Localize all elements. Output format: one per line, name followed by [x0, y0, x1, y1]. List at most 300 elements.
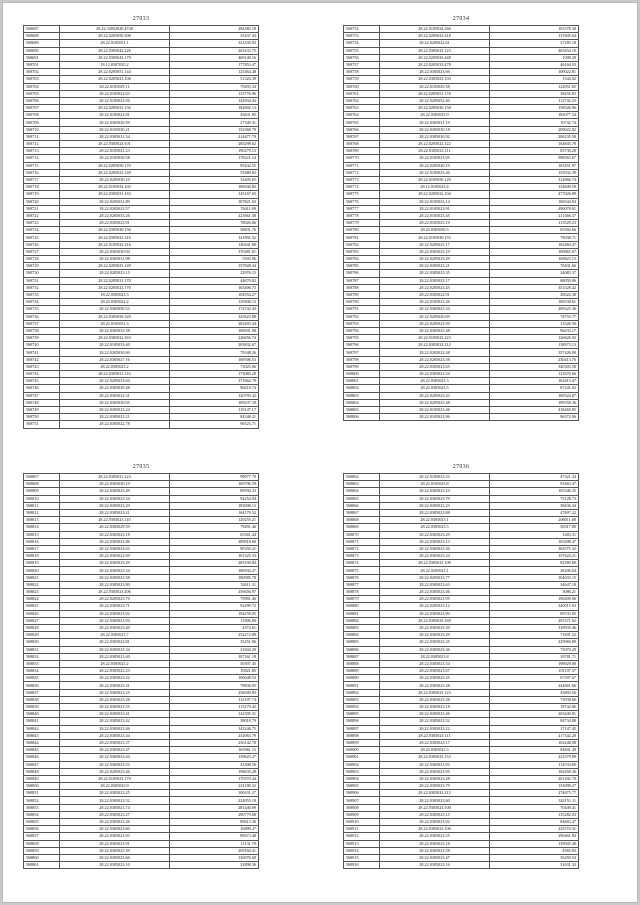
table-row [24, 234, 259, 241]
record-id-cell: 568778 [344, 212, 380, 219]
code-cell: 28.22.0305023.49 [59, 488, 170, 495]
record-id-cell: 568814 [24, 524, 60, 531]
record-id-cell: 568800 [344, 371, 380, 378]
table-row [344, 768, 579, 775]
amount-cell: 138973.13 [490, 342, 579, 349]
record-id-cell: 568720 [24, 198, 60, 205]
record-id-cell: 568860 [24, 854, 60, 861]
amount-cell: 103346.35 [490, 488, 579, 495]
code-cell: 28.22.0305023.8 [379, 653, 490, 660]
record-id-cell: 568798 [344, 356, 380, 363]
table-row [344, 320, 579, 327]
code-cell: 28.22.0105051.1 [59, 40, 170, 47]
amount-cell: 104954.27 [170, 291, 259, 298]
amount-cell: 370481.01 [170, 248, 259, 255]
amount-cell: 10821.85 [170, 668, 259, 675]
amount-cell: 222579.89 [490, 754, 579, 761]
amount-cell: 51324.39 [170, 76, 259, 83]
code-cell: 28.22.0205023.1 [379, 567, 490, 574]
amount-cell: 100796.59 [170, 481, 259, 488]
table-row [344, 349, 579, 356]
code-cell: 28.22.0205020.69 [379, 313, 490, 320]
amount-cell: 69743.85 [490, 610, 579, 617]
table-row [24, 61, 259, 68]
table-row [344, 833, 579, 840]
record-id-cell: 568690 [24, 47, 60, 54]
amount-cell: 93463.47 [490, 481, 579, 488]
table-row [344, 406, 579, 413]
table-row [24, 363, 259, 370]
code-cell: 28.22.0305030.92 [379, 133, 490, 140]
record-id-cell: 568756 [344, 54, 380, 61]
amount-cell: 169823.13 [490, 256, 579, 263]
table-row [24, 653, 259, 660]
record-id-cell: 568740 [24, 342, 60, 349]
record-id-cell: 568811 [24, 502, 60, 509]
amount-cell: 139623.27 [170, 754, 259, 761]
code-cell: 28.22.0305023.16 [379, 862, 490, 869]
code-cell: 28.22.0305020.156 [59, 227, 170, 234]
table-row [24, 553, 259, 560]
amount-cell: 4374.61 [170, 624, 259, 631]
table-row [344, 589, 579, 596]
table-row [344, 689, 579, 696]
amount-cell: 45631.85 [170, 112, 259, 119]
table-row [344, 682, 579, 689]
amount-cell: 136076.68 [170, 854, 259, 861]
table-row [344, 126, 579, 133]
amount-cell: 70449.41 [490, 804, 579, 811]
table-row [344, 639, 579, 646]
record-id-cell: 568803 [344, 392, 380, 399]
table-row [24, 811, 259, 818]
table-row [24, 833, 259, 840]
code-cell: 28.22.0305023.101 [59, 141, 170, 148]
amount-cell: 27349.31 [170, 119, 259, 126]
code-cell: 28.22.0305023.36 [59, 819, 170, 826]
code-cell: 28.22.0305031.98 [59, 256, 170, 263]
record-id-cell: 568877 [344, 581, 380, 588]
record-id-cell: 568738 [24, 327, 60, 334]
record-id-cell: 568834 [24, 668, 60, 675]
table-row [24, 112, 259, 119]
table-row [344, 414, 579, 421]
amount-cell: 135282.03 [490, 811, 579, 818]
amount-cell: 351528.42 [490, 284, 579, 291]
code-cell: 28.22.0305023.37 [59, 739, 170, 746]
amount-cell: 47697.22 [490, 509, 579, 516]
table-row [344, 69, 579, 76]
record-id-cell: 568793 [344, 320, 380, 327]
table-row [344, 739, 579, 746]
table-row [24, 385, 259, 392]
amount-cell: 126626.92 [490, 335, 579, 342]
record-id-cell: 568704 [24, 83, 60, 90]
table-row [344, 790, 579, 797]
table-row [24, 502, 259, 509]
table-row [24, 711, 259, 718]
code-cell: 28.22.0305050.3 [379, 227, 490, 234]
record-id-cell: 568761 [344, 90, 380, 97]
amount-cell: 363575.32 [490, 545, 579, 552]
code-cell: 28.22.0305023.44 [59, 732, 170, 739]
code-cell: 28.22.0205023.50 [379, 320, 490, 327]
code-cell: 28.22.0305023.34 [379, 306, 490, 313]
amount-cell: 45803.56 [490, 689, 579, 696]
record-id-cell: 568771 [344, 162, 380, 169]
code-cell: 28.22.0305023.24 [59, 406, 170, 413]
code-cell: 28.22.0305023.10 [379, 488, 490, 495]
code-cell: 28.22.0105022.63 [59, 90, 170, 97]
table-row [24, 327, 259, 334]
code-cell: 28.22.0205030.158 [379, 105, 490, 112]
record-id-cell: 568806 [344, 414, 380, 421]
code-cell: 28.22.0205051.178 [379, 90, 490, 97]
code-cell: 28.22.0305022.69 [59, 553, 170, 560]
record-id-cell: 568829 [24, 632, 60, 639]
amount-cell: 71691.52 [490, 632, 579, 639]
amount-cell: 1009.29 [490, 54, 579, 61]
amount-cell: 157828.44 [170, 263, 259, 270]
amount-cell: 18742.06 [490, 704, 579, 711]
amount-cell: 109237.18 [170, 399, 259, 406]
code-cell: 28.22.0305023.13 [379, 538, 490, 545]
table-row [344, 495, 579, 502]
code-cell: 28.22.0105030.21 [59, 126, 170, 133]
table-row [24, 732, 259, 739]
amount-cell: 177853.47 [170, 61, 259, 68]
table-row [344, 263, 579, 270]
amount-cell: 283832.67 [170, 342, 259, 349]
amount-cell: 170370.44 [170, 775, 259, 782]
amount-cell: 285190.84 [170, 560, 259, 567]
code-cell: 28.22.0305023.66 [379, 69, 490, 76]
record-id-cell: 568790 [344, 299, 380, 306]
record-id-cell: 568691 [24, 54, 60, 61]
code-cell: 28.22.0205023.43 [379, 392, 490, 399]
table-row [344, 718, 579, 725]
code-cell: 28.22.0105023.96 [379, 414, 490, 421]
record-id-cell: 568732 [24, 284, 60, 291]
code-cell: 28.22.0305023.21 [379, 263, 490, 270]
record-id-cell: 568865 [344, 495, 380, 502]
code-cell: 28.22.0305023.2 [59, 660, 170, 667]
amount-cell: 183908.13 [170, 502, 259, 509]
code-cell: 28.22.0305023.35 [379, 639, 490, 646]
table-row [344, 581, 579, 588]
amount-cell: 198929.00 [490, 660, 579, 667]
record-id-cell: 568862 [344, 474, 380, 481]
record-id-cell: 568784 [344, 256, 380, 263]
code-cell: 28.22.0305022.91 [379, 291, 490, 298]
table-row [344, 732, 579, 739]
table-row [24, 847, 259, 854]
table-row [344, 234, 579, 241]
amount-cell: 173083.28 [170, 371, 259, 378]
amount-cell: 32611.31 [170, 581, 259, 588]
code-cell: 28.22.0105024.266 [379, 26, 490, 33]
amount-cell: 11131.79 [170, 840, 259, 847]
amount-cell: 101107.37 [490, 668, 579, 675]
code-cell: 28.22.0305023.67 [379, 668, 490, 675]
code-cell: 28.22.0305023.74 [59, 804, 170, 811]
amount-cell: 100865.07 [490, 248, 579, 255]
record-id-cell: 568728 [24, 256, 60, 263]
record-id-cell: 568819 [24, 560, 60, 567]
amount-cell: 35437.43 [170, 33, 259, 40]
amount-cell: 84734.88 [490, 718, 579, 725]
code-cell: 28.22.0305023.29 [59, 560, 170, 567]
amount-cell: 106544.94 [490, 198, 579, 205]
table-row [344, 83, 579, 90]
table-row [344, 299, 579, 306]
record-id-cell: 568731 [24, 277, 60, 284]
code-cell: 28.22.0205050.306 [59, 33, 170, 40]
record-id-cell: 568730 [24, 270, 60, 277]
table-row [24, 421, 259, 428]
table-row [344, 747, 579, 754]
table-row [344, 356, 579, 363]
code-cell: 28.22.0305023.93 [59, 833, 170, 840]
amount-cell: 140441.88 [170, 241, 259, 248]
page-number: 27034 [452, 16, 470, 22]
table-row [24, 747, 259, 754]
amount-cell: 50317.80 [490, 524, 579, 531]
code-cell: 28.22.0205022.48 [379, 349, 490, 356]
amount-cell: 325623.88 [170, 313, 259, 320]
amount-cell: 34647.18 [490, 581, 579, 588]
code-cell: 28.22.0205023.45 [379, 284, 490, 291]
table-row [24, 335, 259, 342]
table-row [344, 40, 579, 47]
code-cell: 28.22.0305023.212 [379, 790, 490, 797]
table-row [344, 284, 579, 291]
code-cell: 28.22.0305030.94 [59, 248, 170, 255]
table-row [24, 26, 259, 33]
record-id-cell: 568859 [24, 847, 60, 854]
record-id-cell: 568687 [24, 26, 60, 33]
amount-cell: 79836.95 [170, 682, 259, 689]
table-row [24, 342, 259, 349]
record-id-cell: 568849 [24, 775, 60, 782]
record-id-cell: 568815 [24, 531, 60, 538]
code-cell: 28.22.0305023.18 [379, 840, 490, 847]
record-id-cell: 568823 [24, 589, 60, 596]
page-panel-bottom-right [343, 461, 579, 869]
record-id-cell: 568836 [24, 682, 60, 689]
record-id-cell: 568909 [344, 811, 380, 818]
table-row [24, 826, 259, 833]
table-row [24, 524, 259, 531]
record-id-cell: 568714 [24, 155, 60, 162]
record-id-cell: 568896 [344, 718, 380, 725]
code-cell: 28.22.0305030.19 [59, 481, 170, 488]
table-row [24, 624, 259, 631]
amount-cell: 296461.84 [490, 833, 579, 840]
amount-cell: 67397.67 [490, 675, 579, 682]
amount-cell: 141891.32 [170, 234, 259, 241]
amount-cell: 28206.64 [490, 567, 579, 574]
table-row [344, 148, 579, 155]
code-cell: 28.22.0305023.40 [59, 653, 170, 660]
amount-cell: 43308.56 [170, 761, 259, 768]
code-cell: 28.22.0305023.19 [379, 248, 490, 255]
record-id-cell: 568852 [24, 797, 60, 804]
amount-cell: 198635.28 [170, 768, 259, 775]
amount-cell: 256656.97 [170, 589, 259, 596]
table-row [344, 363, 579, 370]
code-cell: 28.22.0305023.2 [59, 363, 170, 370]
record-id-cell: 568864 [344, 488, 380, 495]
record-id-cell: 568808 [24, 481, 60, 488]
record-id-cell: 568826 [24, 610, 60, 617]
amount-cell: 133099.27 [490, 783, 579, 790]
table-row [344, 481, 579, 488]
code-cell: 28.22.0205051.144 [59, 69, 170, 76]
code-cell: 28.22.0105023.8 [379, 481, 490, 488]
amount-cell: 47321.34 [490, 474, 579, 481]
amount-cell: 35459.54 [490, 854, 579, 861]
table-row [24, 531, 259, 538]
record-id-cell: 568904 [344, 775, 380, 782]
record-id-cell: 568869 [344, 524, 380, 531]
table-row [344, 198, 579, 205]
code-cell: 28.22.0305023.81 [59, 639, 170, 646]
record-id-cell: 568903 [344, 768, 380, 775]
record-id-cell: 568827 [24, 617, 60, 624]
records-table [23, 473, 259, 869]
code-cell: 28.22.0305023.169 [379, 617, 490, 624]
code-cell: 28.22.0305022.31 [59, 392, 170, 399]
table-row [24, 775, 259, 782]
amount-cell: 232063.79 [170, 732, 259, 739]
code-cell: 28.22.0305023.55 [379, 833, 490, 840]
table-row [24, 538, 259, 545]
amount-cell: 203440.81 [490, 711, 579, 718]
records-table [343, 25, 579, 421]
record-id-cell: 568705 [24, 90, 60, 97]
record-id-cell: 568854 [24, 811, 60, 818]
code-cell: 28.22.0305031.54 [59, 133, 170, 140]
record-id-cell: 568813 [24, 517, 60, 524]
table-row [24, 725, 259, 732]
amount-cell: 206235.58 [490, 133, 579, 140]
amount-cell: 418465.05 [490, 406, 579, 413]
record-id-cell: 568844 [24, 739, 60, 746]
amount-cell: 100648.53 [170, 675, 259, 682]
code-cell: 28.22.0305030.05 [59, 399, 170, 406]
amount-cell: 256142.78 [170, 739, 259, 746]
table-row [344, 385, 579, 392]
code-cell: 28.22.0305023.30 [379, 624, 490, 631]
amount-cell: 38456.83 [490, 90, 579, 97]
table-row [24, 718, 259, 725]
code-cell: 28.22.0305023.63 [379, 581, 490, 588]
table-row [344, 133, 579, 140]
table-row [24, 162, 259, 169]
code-cell: 28.22.0305022.363 [59, 335, 170, 342]
code-cell: 28.22.0305023.5 [379, 524, 490, 531]
record-id-cell: 568882 [344, 617, 380, 624]
record-id-cell: 568901 [344, 754, 380, 761]
amount-cell: 244661.66 [490, 682, 579, 689]
table-row [344, 33, 579, 40]
table-row [344, 306, 579, 313]
code-cell: 28.22.0305023.71 [59, 603, 170, 610]
record-id-cell: 568750 [24, 414, 60, 421]
table-row [344, 560, 579, 567]
code-cell: 28.22.0305023.91 [59, 220, 170, 227]
code-cell: 28.22.0305023.60 [379, 797, 490, 804]
record-id-cell: 568780 [344, 227, 380, 234]
table-row [344, 574, 579, 581]
amount-cell: 469140.16 [170, 54, 259, 61]
record-id-cell: 568723 [24, 220, 60, 227]
code-cell: 28.22.0305023.18 [59, 531, 170, 538]
record-id-cell: 568915 [344, 854, 380, 861]
record-id-cell: 568906 [344, 790, 380, 797]
record-id-cell: 568777 [344, 205, 380, 212]
amount-cell: 35451.86 [170, 639, 259, 646]
table-row [344, 826, 579, 833]
table-row [24, 378, 259, 385]
code-cell: 28.22.0205031.89 [59, 198, 170, 205]
code-cell: 28.22.0205023.17 [379, 241, 490, 248]
code-cell: 28.22.0305023.95 [379, 768, 490, 775]
code-cell: 28.22.0305023.15 [379, 811, 490, 818]
table-row [344, 797, 579, 804]
record-id-cell: 568888 [344, 660, 380, 667]
code-cell: 28.22.0105023.56 [59, 97, 170, 104]
record-id-cell: 568753 [344, 33, 380, 40]
record-id-cell: 568718 [24, 184, 60, 191]
record-id-cell: 568709 [24, 119, 60, 126]
record-id-cell: 568895 [344, 711, 380, 718]
amount-cell: 1483.31 [490, 531, 579, 538]
code-cell: 28.22.0105029.11 [59, 83, 170, 90]
code-cell: 28.22.0205023.58 [379, 356, 490, 363]
record-id-cell: 568710 [24, 126, 60, 133]
code-cell: 28.22.0305023.92 [379, 819, 490, 826]
record-id-cell: 568881 [344, 610, 380, 617]
table-row [24, 133, 259, 140]
code-cell: 28.22.0305023.38 [379, 696, 490, 703]
record-id-cell: 568910 [344, 819, 380, 826]
code-cell: 28.22.0305023.53 [59, 761, 170, 768]
record-id-cell: 568831 [24, 646, 60, 653]
table-row [24, 126, 259, 133]
table-row [344, 97, 579, 104]
amount-cell: 87241.02 [490, 385, 579, 392]
amount-cell: 217342.20 [490, 732, 579, 739]
amount-cell: 129406.13 [170, 299, 259, 306]
code-cell: 28.22.0305023.25 [59, 689, 170, 696]
record-id-cell: 568890 [344, 675, 380, 682]
amount-cell: 125464.48 [170, 69, 259, 76]
table-row [344, 227, 579, 234]
amount-cell: 75070.29 [490, 646, 579, 653]
amount-cell: 70431.66 [490, 263, 579, 270]
code-cell: 28.22.0105023.33 [379, 474, 490, 481]
code-cell: 28.22.0305023.100 [379, 804, 490, 811]
amount-cell: 223661.38 [170, 212, 259, 219]
code-cell: 28.22.0305023.42 [59, 718, 170, 725]
amount-cell: 206011.68 [490, 517, 579, 524]
amount-cell: 21844.29 [170, 646, 259, 653]
code-cell: 28.22.0305023.47 [379, 854, 490, 861]
amount-cell: 31631.32 [490, 862, 579, 869]
table-row [344, 632, 579, 639]
